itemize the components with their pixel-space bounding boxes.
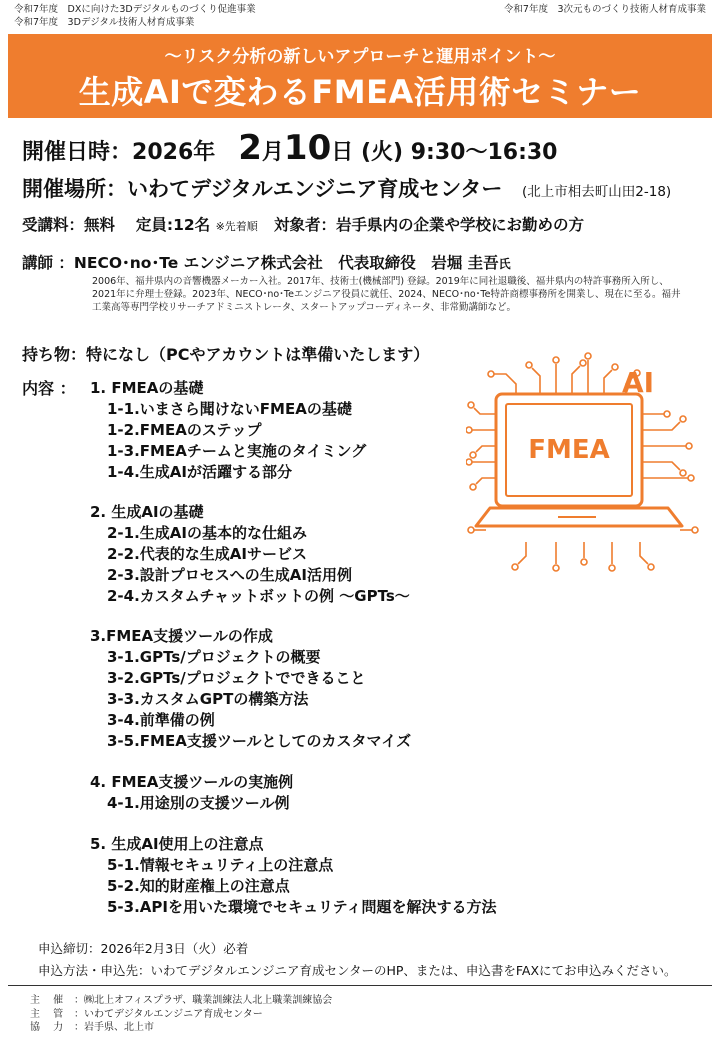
header-right: 令和7年度 3次元ものづくり技術人材育成事業: [503, 4, 706, 15]
section-item: 5-3.APIを用いた環境でセキュリティ問題を解決する方法: [107, 898, 497, 916]
header-left-line: 令和7年度 3Dデジタル技術人材育成事業: [14, 17, 195, 28]
section-item: 1-4.生成AIが活躍する部分: [107, 463, 292, 481]
application-method: 申込方法・申込先：いわてデジタルエンジニア育成センターのHP、または、申込書をFAXにてお申込みください。: [38, 963, 677, 978]
footer-row: [30, 994, 332, 1008]
section-title: 5. 生成AI使用上の注意点: [90, 835, 264, 853]
section-item: 3-2.GPTs/プロジェクトでできること: [107, 669, 366, 687]
section-title: 4. FMEA支援ツールの実施例: [90, 773, 294, 791]
date-day-unit: 日: [331, 140, 354, 165]
lecturer-row: [22, 251, 511, 273]
section-title: 3.FMEA支援ツールの作成: [90, 627, 273, 645]
section-3: [90, 626, 411, 752]
lecturer-honorific: 氏: [498, 257, 511, 271]
contents-label: 内容 ：: [22, 379, 76, 398]
date-weekday: (火): [360, 140, 404, 165]
section-1: [90, 378, 366, 483]
section-item: 4-1.用途別の支援ツール例: [107, 794, 290, 812]
laptop-circuit-icon: [466, 350, 702, 574]
section-title: 1. FMEAの基礎: [90, 379, 204, 397]
section-item: 1-2.FMEAのステップ: [107, 421, 262, 439]
fee-note: ※先着順: [215, 220, 258, 233]
fee-text: 受講料：無料 定員:12名: [22, 216, 211, 234]
date-month-unit: 月: [261, 140, 284, 165]
section-item: 2-3.設計プロセスへの生成AI活用例: [107, 566, 352, 584]
footer-divider: [8, 985, 712, 986]
title-banner: [8, 34, 712, 118]
section-item: 1-3.FMEAチームと実施のタイミング: [107, 442, 367, 460]
application-deadline: 申込締切：2026年2月3日（火）必着: [38, 941, 249, 956]
section-item: 5-1.情報セキュリティ上の注意点: [107, 856, 334, 874]
fee-row: [22, 213, 584, 235]
footer-value: ：岩手県、北上市: [74, 1022, 154, 1033]
section-item: 2-1.生成AIの基本的な仕組み: [107, 524, 307, 542]
lecturer-label: 講師 ：NECO･no･Te エンジニア株式会社 代表取締役 岩堀 圭吾: [22, 254, 499, 272]
venue-address: (北上市相去町山田2-18): [522, 184, 672, 200]
ai-badge: AI: [621, 366, 655, 399]
banner-subtitle: 〜リスク分析の新しいアプローチと運用ポイント〜: [164, 47, 556, 67]
section-item: 3-1.GPTs/プロジェクトの概要: [107, 648, 321, 666]
section-2: [90, 502, 410, 607]
footer-label: 協 力: [30, 1022, 64, 1033]
section-4: [90, 772, 293, 814]
section-item: 3-5.FMEA支援ツールとしてのカスタマイズ: [107, 732, 412, 750]
footer-row: [30, 1008, 332, 1022]
date-month: 2: [238, 128, 262, 168]
header-left-line: 令和7年度 DXに向けた3Dデジタルものづくり促進事業: [14, 4, 256, 15]
banner-title: 生成AIで変わるFMEA活用術セミナー: [78, 73, 642, 111]
footer-value: ：いわてデジタルエンジニア育成センター: [74, 1008, 263, 1020]
date-time: 9:30〜16:30: [410, 140, 558, 165]
section-5: [90, 834, 496, 918]
header-left: [14, 3, 256, 29]
section-item: 3-3.カスタムGPTの構築方法: [107, 690, 309, 708]
section-item: 2-2.代表的な生成AIサービス: [107, 545, 307, 563]
venue-label: 開催場所：: [22, 177, 127, 201]
footer: [30, 994, 332, 1035]
event-venue: [22, 173, 502, 203]
bring-items: 持ち物：特になし（PCやアカウントは準備いたします）: [22, 345, 430, 364]
date-label: 開催日時：: [22, 140, 133, 165]
footer-label: 主 管: [30, 1008, 64, 1020]
lecturer-bio: 2006年、福井県内の音響機器メーカー入社。2017年、技術士(機械部門) 登録。2019年に同社退職後、福井県内の特許事務所入所し、2021年に弁理士登録。2023年、NECO･no･Teエンジニア役員に就任、2024、NECO･no･Te特許商標事務所を開業し、現在に至る。福井工業高等専門学校リサーチアドミニストレータ、スタートアップコーディネータ、非常勤講師など。: [92, 276, 681, 313]
footer-value: ：㈱北上オフィスプラザ、職業訓練法人北上職業訓練協会: [74, 995, 333, 1006]
date-year: 2026年: [132, 140, 216, 165]
section-item: 2-4.カスタムチャットボットの例 〜GPTs〜: [107, 587, 410, 605]
screen-text: FMEA: [528, 435, 610, 465]
footer-label: 主 催: [30, 995, 64, 1006]
target-text: 対象者：岩手県内の企業や学校にお勤めの方: [274, 216, 585, 234]
section-item: 3-4.前準備の例: [107, 711, 215, 729]
section-item: 1-1.いまさら聞けないFMEAの基礎: [107, 400, 352, 418]
date-day: 10: [283, 128, 332, 168]
footer-row: [30, 1021, 332, 1035]
event-date: [22, 128, 557, 168]
fmea-ai-illustration: [466, 350, 702, 574]
venue-name: いわてデジタルエンジニア育成センター: [127, 177, 503, 201]
section-title: 2. 生成AIの基礎: [90, 503, 204, 521]
section-item: 5-2.知的財産権上の注意点: [107, 877, 290, 895]
